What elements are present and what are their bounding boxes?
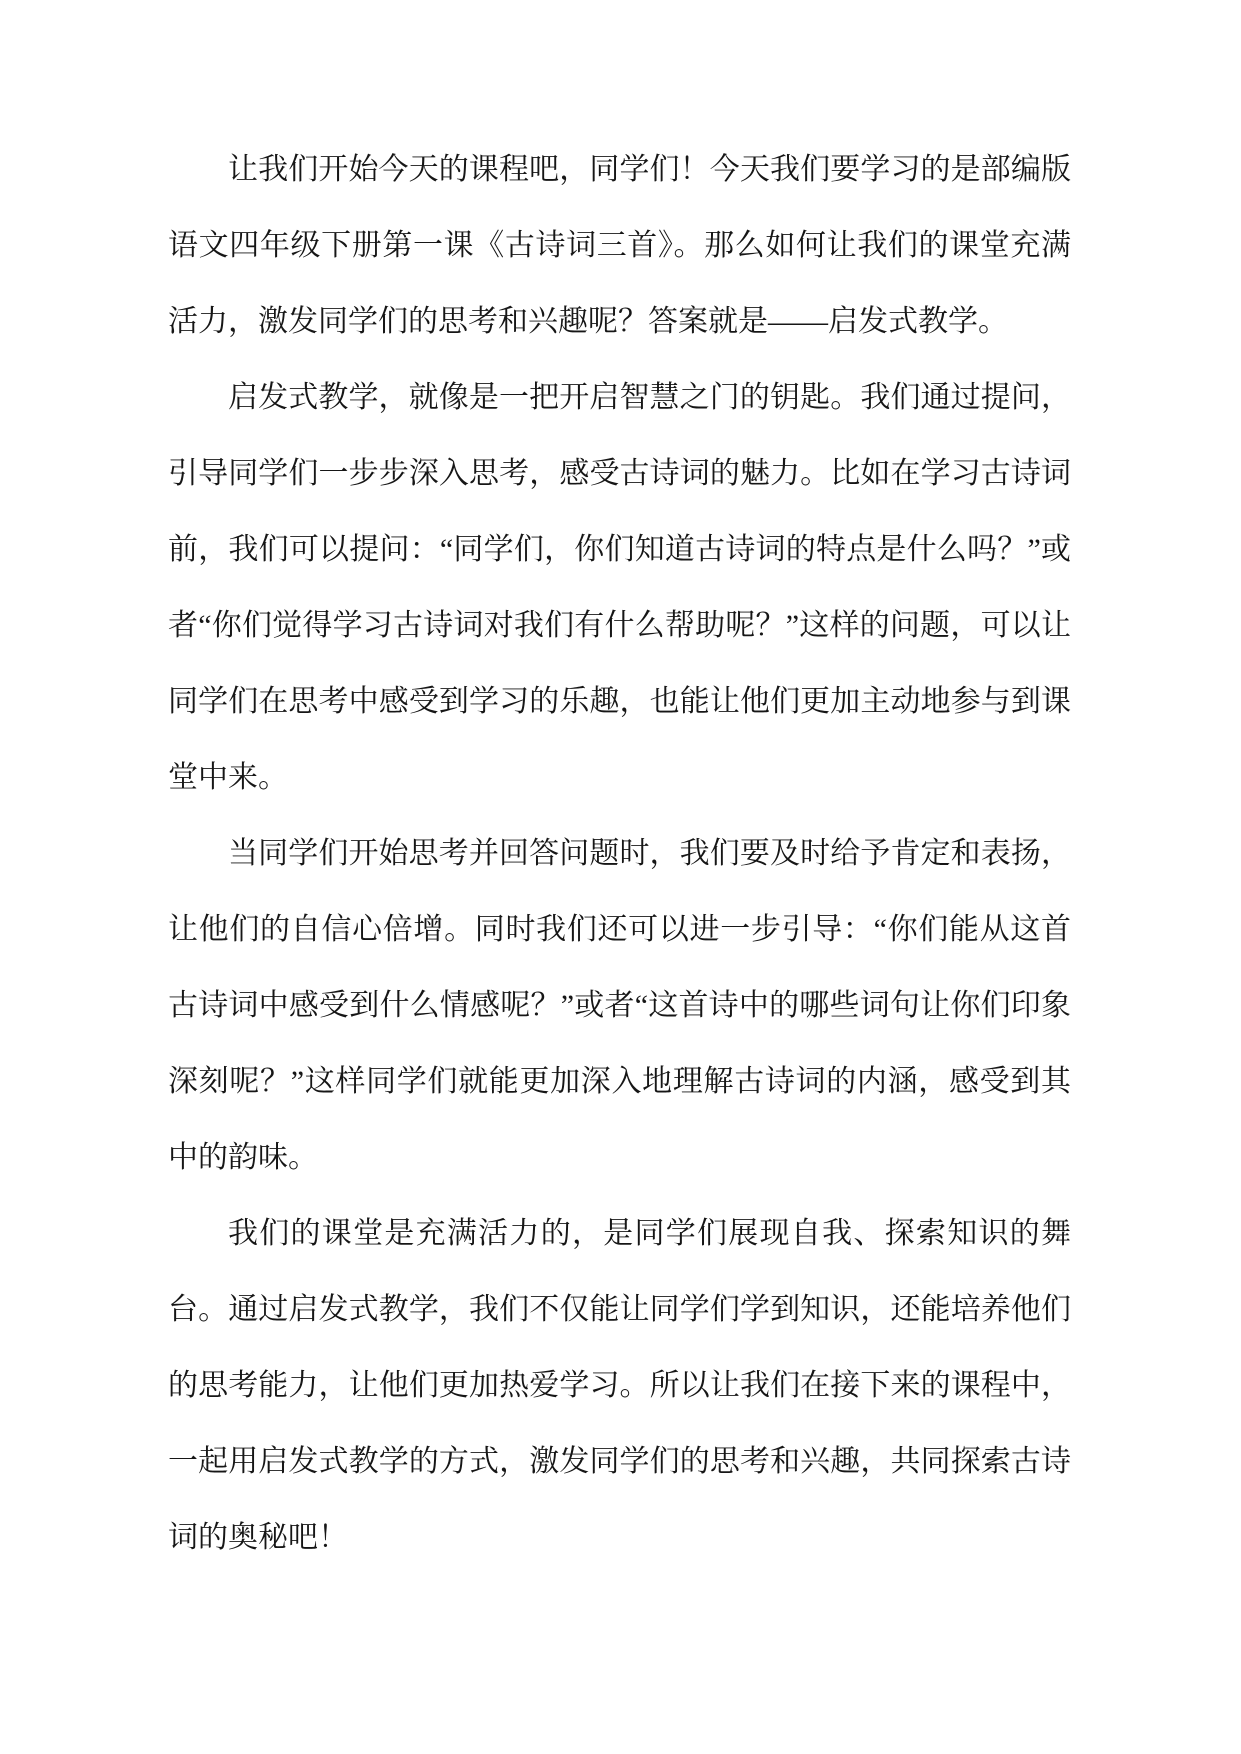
paragraph-conclusion: 我们的课堂是充满活力的，是同学们展现自我、探索知识的舞台。通过启发式教学，我们不仅能让同学们学到知识，还能培养他们的思考能力，让他们更加热爱学习。所以让我们在接下来的课程中，一起用启发式教学的方式，激发同学们的思考和兴趣，共同探索古诗词的奥秘吧！ — [168, 1217, 1071, 1554]
document-text-block — [168, 132, 1071, 1576]
paragraph-praise-and-guidance: 当同学们开始思考并回答问题时，我们要及时给予肯定和表扬，让他们的自信心倍增。同时我们还可以进一步引导：“你们能从这首古诗词中感受到什么情感呢？”或者“这首诗中的哪些词句让你们印象深刻呢？”这样同学们就能更加深入地理解古诗词的内涵，感受到其中的韵味。 — [168, 837, 1071, 1174]
paragraph-intro: 让我们开始今天的课程吧，同学们！今天我们要学习的是部编版语文四年级下册第一课《古诗词三首》。那么如何让我们的课堂充满活力，激发同学们的思考和兴趣呢？答案就是——启发式教学。 — [168, 153, 1071, 338]
paragraph-heuristic-teaching-key: 启发式教学，就像是一把开启智慧之门的钥匙。我们通过提问，引导同学们一步步深入思考，感受古诗词的魅力。比如在学习古诗词前，我们可以提问：“同学们，你们知道古诗词的特点是什么吗？”或者“你们觉得学习古诗词对我们有什么帮助呢？”这样的问题，可以让同学们在思考中感受到学习的乐趣，也能让他们更加主动地参与到课堂中来。 — [168, 381, 1071, 794]
